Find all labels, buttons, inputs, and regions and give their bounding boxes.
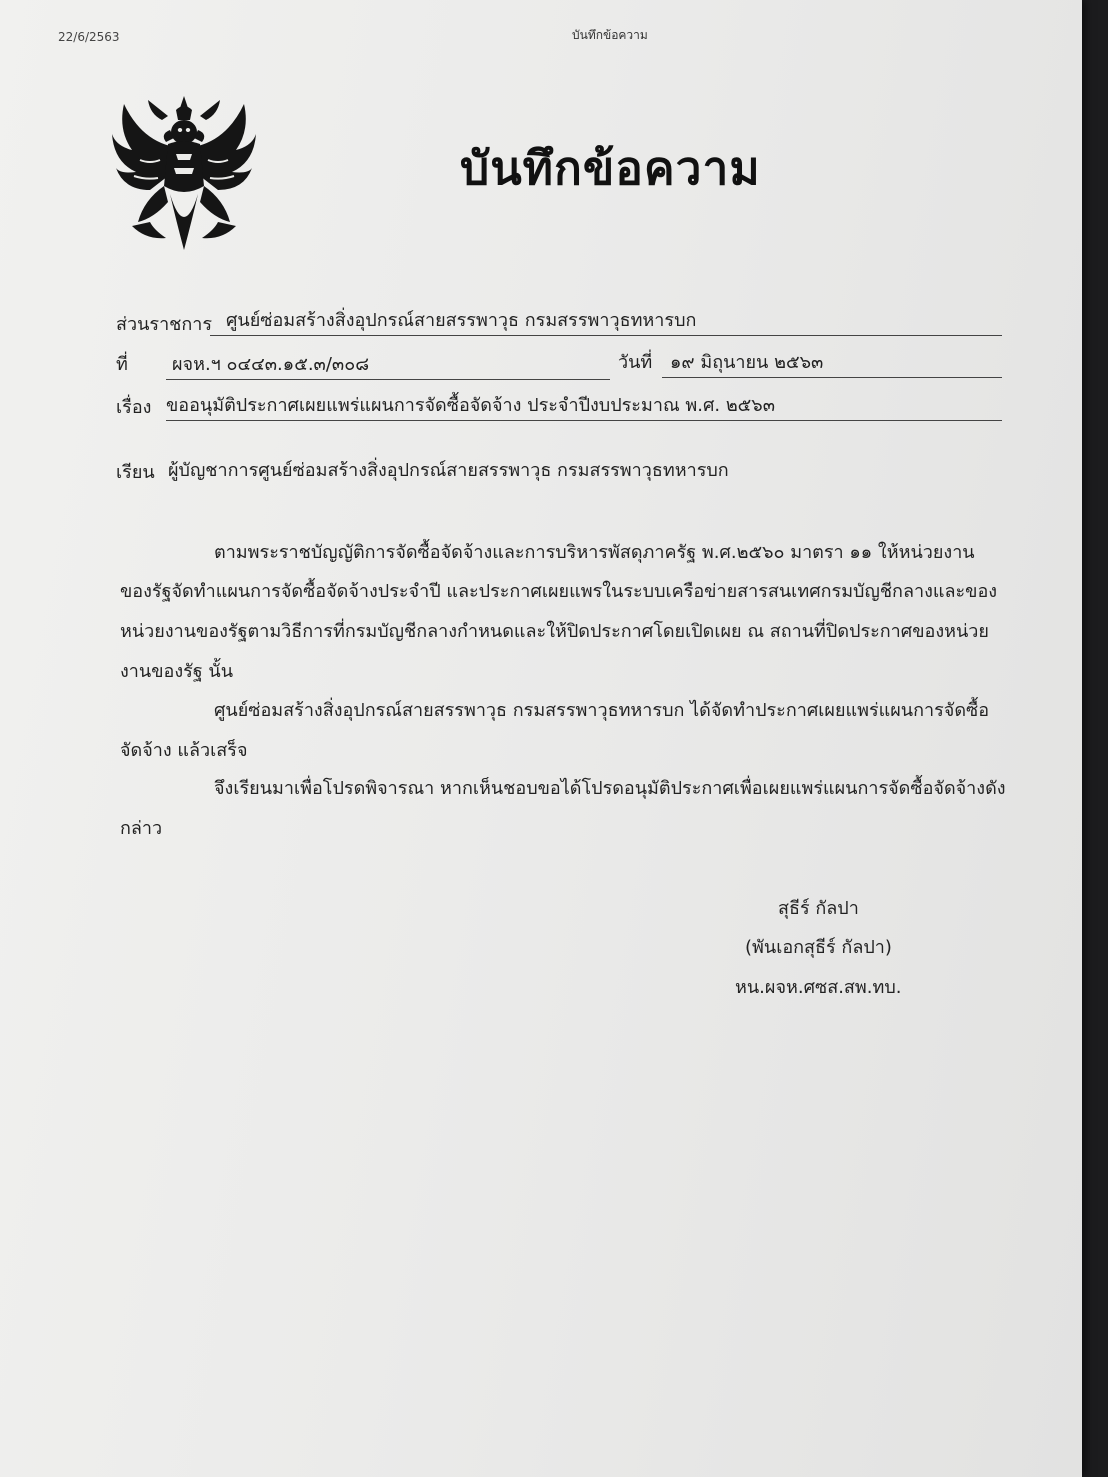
date-label: วันที่ xyxy=(618,352,653,373)
document-title: บันทึกข้อความ xyxy=(460,141,761,195)
signature-full-name: (พันเอกสุธีร์ กัลปา) xyxy=(745,937,892,958)
ref-underline xyxy=(166,379,610,380)
subject-value: ขออนุมัติประกาศเผยแพร่แผนการจัดซื้อจัดจ้าง ประจำปีงบประมาณ พ.ศ. ๒๕๖๓ xyxy=(166,395,776,416)
agency-underline xyxy=(210,335,1002,336)
agency-label: ส่วนราชการ xyxy=(116,314,213,335)
agency-value: ศูนย์ซ่อมสร้างสิ่งอุปกรณ์สายสรรพาวุธ กรมสรรพาวุธทหารบก xyxy=(226,310,697,331)
garuda-emblem-icon xyxy=(110,90,258,252)
paragraph-3-line-1: จึงเรียนมาเพื่อโปรดพิจารณา หากเห็นชอบขอได้โปรดอนุมัติประกาศเพื่อเผยแพร่แผนการจัดซื้อจัดจ้างดัง xyxy=(214,778,1006,799)
paragraph-2-line-2: จัดจ้าง แล้วเสร็จ xyxy=(120,740,248,761)
paragraph-1-line-4: งานของรัฐ นั้น xyxy=(120,661,234,682)
signature-position: หน.ผจห.ศซส.สพ.ทบ. xyxy=(735,977,902,998)
date-underline xyxy=(662,377,1002,378)
print-date: 22/6/2563 xyxy=(58,30,120,44)
subject-underline xyxy=(166,420,1002,421)
paragraph-1-line-2: ของรัฐจัดทำแผนการจัดซื้อจัดจ้างประจำปี และประกาศเผยแพรในระบบเครือข่ายสารสนเทศกรมบัญชีกลางและของ xyxy=(120,581,998,602)
print-header-title: บันทึกข้อความ xyxy=(572,28,648,42)
paragraph-1-line-1: ตามพระราชบัญญัติการจัดซื้อจัดจ้างและการบริหารพัสดุภาครัฐ พ.ศ.๒๕๖๐ มาตรา ๑๑ ให้หน่วยงาน xyxy=(214,542,975,563)
paragraph-2-line-1: ศูนย์ซ่อมสร้างสิ่งอุปกรณ์สายสรรพาวุธ กรมสรรพาวุธทหารบก ได้จัดทำประกาศเผยแพร่แผนการจัดซื้อ xyxy=(214,700,990,721)
ref-label: ที่ xyxy=(116,354,128,375)
salutation-value: ผู้บัญชาการศูนย์ซ่อมสร้างสิ่งอุปกรณ์สายสรรพาวุธ กรมสรรพาวุธทหารบก xyxy=(168,460,729,481)
paragraph-1-line-3: หน่วยงานของรัฐตามวิธีการที่กรมบัญชีกลางกำหนดและให้ปิดประกาศโดยเปิดเผย ณ สถานที่ปิดประกาศของหน่วย xyxy=(120,621,989,642)
paragraph-3-line-2: กล่าว xyxy=(120,818,163,839)
subject-label: เรื่อง xyxy=(116,397,152,418)
signature-name: สุธีร์ กัลปา xyxy=(778,898,859,919)
salutation-label: เรียน xyxy=(116,462,155,483)
ref-value: ผจห.ฯ ๐๔๔๓.๑๕.๓/๓๐๘ xyxy=(172,354,370,375)
date-value: ๑๙ มิถุนายน ๒๕๖๓ xyxy=(670,352,824,373)
